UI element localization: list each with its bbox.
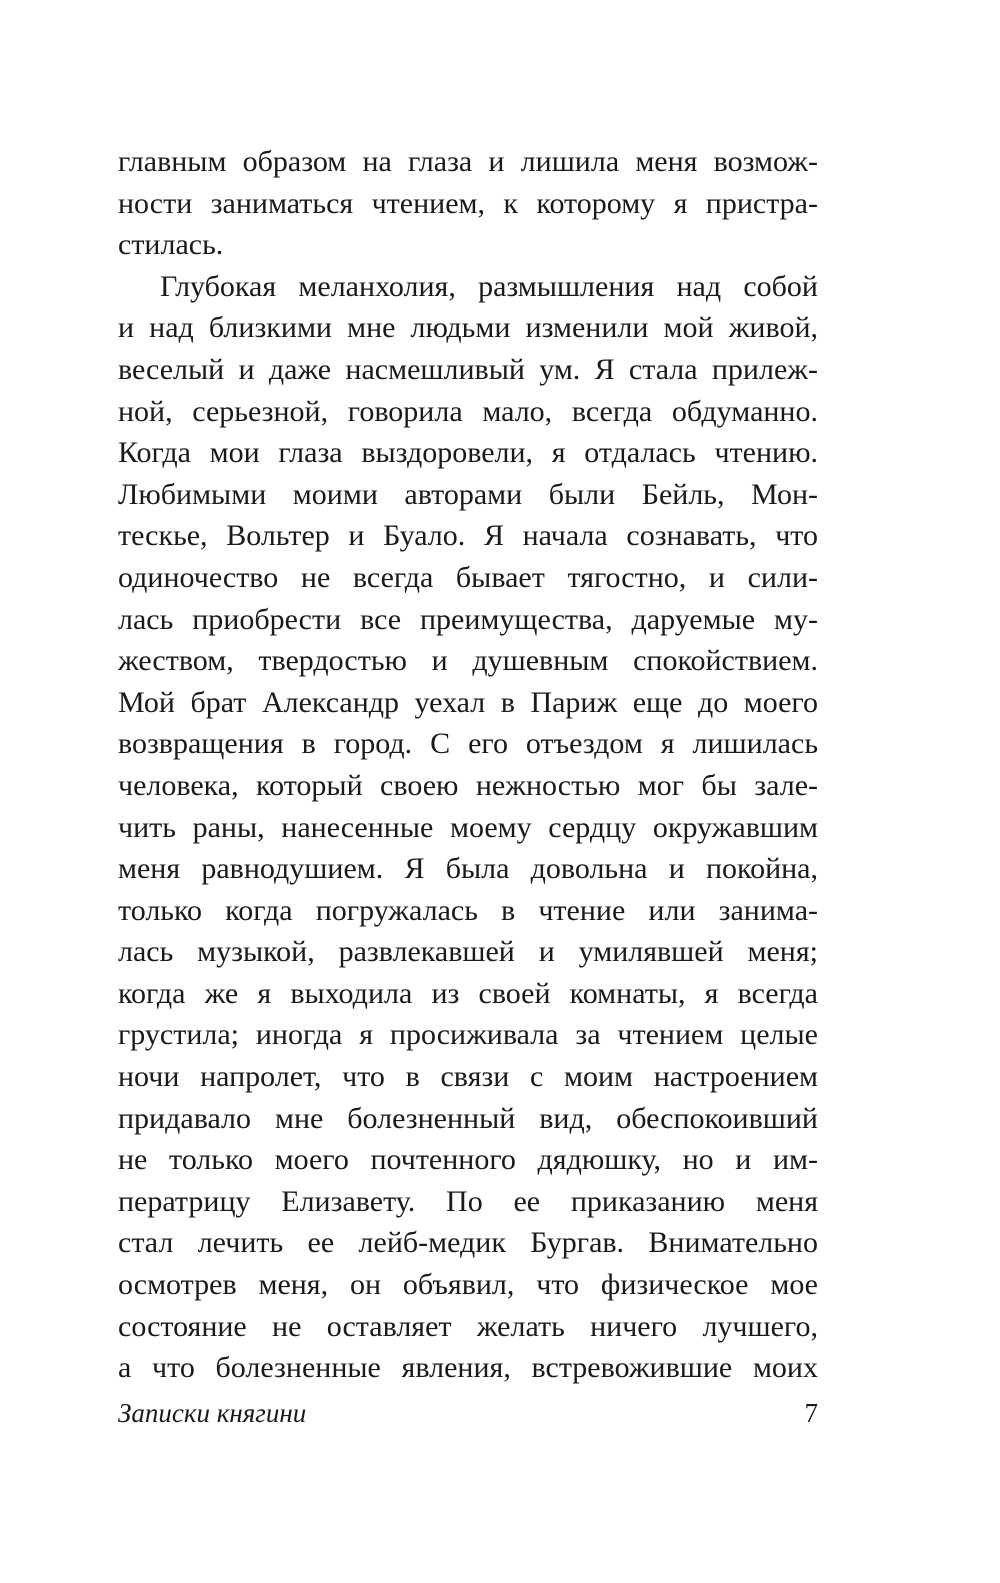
text-line-12: лась приобрести все преимущества, даруемые му- — [118, 602, 818, 636]
text-line-14: Мой брат Александр уехал в Париж еще до моего — [118, 685, 818, 719]
text-line-2: ности заниматься чтением, к которому я пристра- — [118, 186, 818, 220]
text-line-19: только когда погружалась в чтение или занима- — [118, 893, 818, 927]
text-line-6: веселый и даже насмешливый ум. Я стала прилеж- — [118, 352, 818, 386]
text-line-9: Любимыми моими авторами были Бейль, Мон- — [118, 477, 818, 511]
page-footer — [118, 1398, 818, 1438]
running-title: Записки княгини — [118, 1398, 307, 1428]
text-line-7: ной, серьезной, говорила мало, всегда обдуманно. — [118, 394, 818, 428]
text-line-28: осмотрев меня, он объявил, что физическое мое — [118, 1268, 818, 1302]
text-line-26: ператрицу Елизавету. По ее приказанию меня — [118, 1184, 818, 1218]
text-line-17: чить раны, нанесенные моему сердцу окружавшим — [118, 810, 818, 844]
text-line-27: стал лечить ее лейб-медик Бургав. Внимательно — [118, 1226, 818, 1260]
text-line-13: жеством, твердостью и душевным спокойствием. — [118, 644, 818, 678]
text-line-18: меня равнодушием. Я была довольна и покойна, — [118, 852, 818, 886]
text-line-21: когда же я выходила из своей комнаты, я всегда — [118, 976, 818, 1010]
text-line-1: главным образом на глаза и лишила меня возмож- — [118, 145, 818, 178]
text-line-23: ночи напролет, что в связи с моим настроением — [118, 1060, 818, 1094]
text-line-29: состояние не оставляет желать ничего лучшего, — [118, 1309, 818, 1343]
text-line-15: возвращения в город. С его отъездом я лишилась — [118, 727, 818, 761]
text-line-22: грустила; иногда я просиживала за чтением целые — [118, 1018, 818, 1052]
text-line-3: стилась. — [118, 228, 224, 262]
text-line-4: Глубокая меланхолия, размышления над собой — [160, 269, 818, 303]
text-line-16: человека, который своею нежностью мог бы зале- — [118, 768, 818, 802]
text-line-30: а что болезненные явления, встревожившие моих — [118, 1351, 818, 1385]
text-line-8: Когда мои глаза выздоровели, я отдалась чтению. — [118, 436, 818, 470]
text-line-20: лась музыкой, развлекавшей и умилявшей меня; — [118, 935, 818, 969]
text-line-24: придавало мне болезненный вид, обеспокоивший — [118, 1101, 818, 1135]
text-line-10: тескье, Вольтер и Буало. Я начала сознавать, что — [118, 519, 818, 553]
body-text — [118, 141, 818, 1389]
page-number: 7 — [804, 1398, 818, 1428]
text-line-25: не только моего почтенного дядюшку, но и им- — [118, 1143, 818, 1177]
text-line-11: одиночество не всегда бывает тягостно, и сили- — [118, 560, 818, 594]
text-line-5: и над близкими мне людьми изменили мой живой, — [118, 311, 818, 345]
